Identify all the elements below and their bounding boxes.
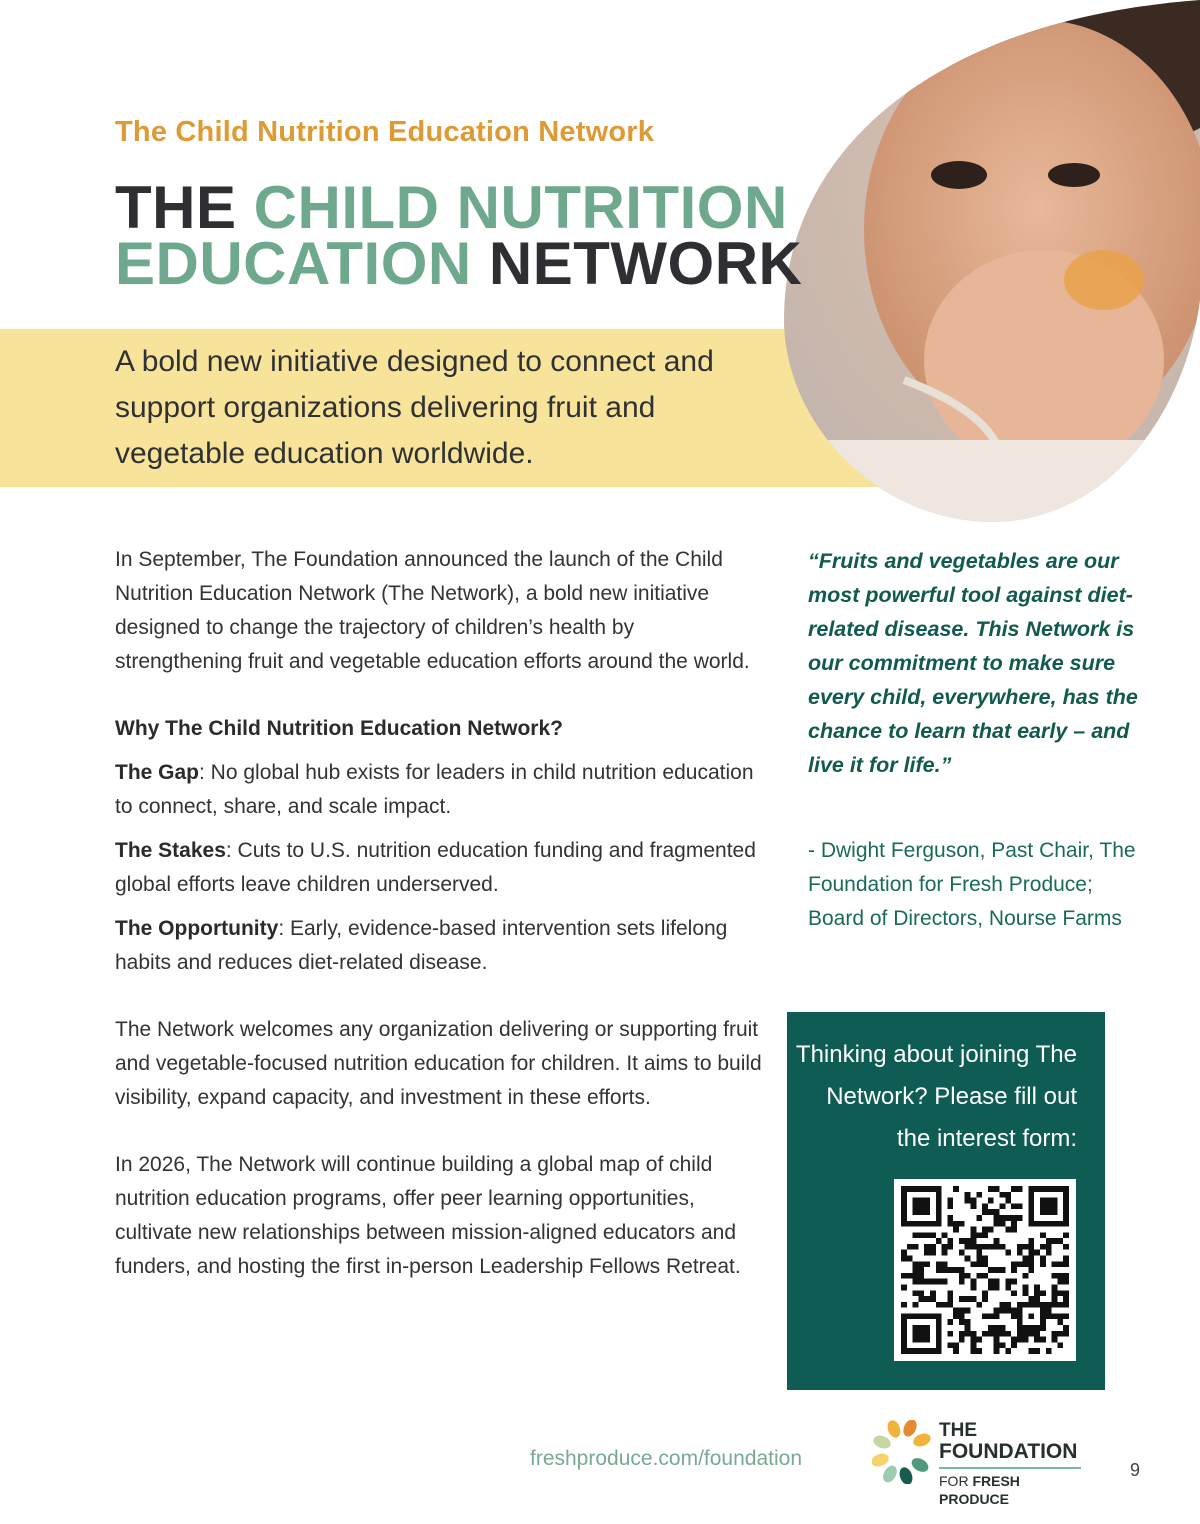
opportunity-label: The Opportunity: [115, 917, 279, 940]
logo-for-text: FOR: [939, 1473, 973, 1489]
intro-paragraph: In September, The Foundation announced the launch of the Child Nutrition Education Network (The Network), a bold new initiative designed to change the trajectory of children’s health by strengthening fruit and vegetable education efforts around the world.: [115, 548, 750, 673]
gap-paragraph: [115, 756, 765, 824]
foundation-logo-mark-icon: [872, 1420, 934, 1484]
logo-tagline: [939, 1472, 1087, 1508]
interest-form-callout: [787, 1012, 1105, 1390]
future-paragraph: In 2026, The Network will continue building a global map of child nutrition education programs, offer peer learning opportunities, cultivate new relationships between mission-aligned educators and funders, and hosting the first in-person Leadership Fellows Retreat.: [115, 1153, 741, 1278]
page-headline: [115, 174, 803, 297]
logo-foundation-text: FOUNDATION: [939, 1440, 1078, 1463]
headline-line-1: [115, 174, 802, 241]
eyebrow-title: The Child Nutrition Education Network: [115, 116, 655, 148]
body-column: [115, 543, 765, 1284]
cta-text: Thinking about joining The Network? Please fill out the interest form:: [795, 1041, 1077, 1152]
child-eating-fruit-photo: [784, 0, 1200, 522]
logo-the-text: THE: [939, 1420, 977, 1441]
page-number: 9: [1130, 1460, 1141, 1480]
qr-code[interactable]: [894, 1179, 1076, 1361]
logo-divider: [939, 1467, 1081, 1469]
gap-label: The Gap: [115, 761, 200, 784]
pull-quote: “Fruits and vegetables are our most powerful tool against diet-related disease. This Network is our commitment to make sure every child, everywhere, has the chance to learn that early – and live it for life.”: [808, 549, 1138, 777]
headline-green-word: EDUCATION: [115, 230, 472, 297]
logo-fresh-produce-text: FRESH PRODUCE: [939, 1473, 1020, 1507]
headline-line-2: [115, 230, 803, 297]
stakes-paragraph: [115, 834, 765, 902]
quote-attribution: - Dwight Ferguson, Past Chair, The Foundation for Fresh Produce; Board of Directors, Nourse Farms: [808, 839, 1136, 930]
why-heading: Why The Child Nutrition Education Network?: [115, 717, 563, 740]
gap-text: : No global hub exists for leaders in child nutrition education to connect, share, and scale impact.: [115, 761, 754, 818]
footer-website-link[interactable]: freshproduce.com/foundation: [530, 1447, 803, 1470]
welcome-paragraph: The Network welcomes any organization delivering or supporting fruit and vegetable-focused nutrition education for children. It aims to build visibility, expand capacity, and investment in these efforts.: [115, 1018, 762, 1109]
stakes-text: : Cuts to U.S. nutrition education funding and fragmented global efforts leave children underserved.: [115, 839, 756, 896]
lede-text: A bold new initiative designed to connect and support organizations delivering fruit and vegetable education worldwide.: [115, 345, 714, 470]
opportunity-paragraph: [115, 912, 765, 980]
opportunity-text: : Early, evidence-based intervention sets lifelong habits and reduces diet-related disease.: [115, 917, 728, 974]
stakes-label: The Stakes: [115, 839, 226, 862]
headline-dark-word: THE: [115, 174, 254, 241]
foundation-logo: [872, 1420, 1087, 1507]
headline-green-words: CHILD NUTRITION: [253, 174, 788, 241]
headline-dark-words: NETWORK: [471, 230, 803, 297]
